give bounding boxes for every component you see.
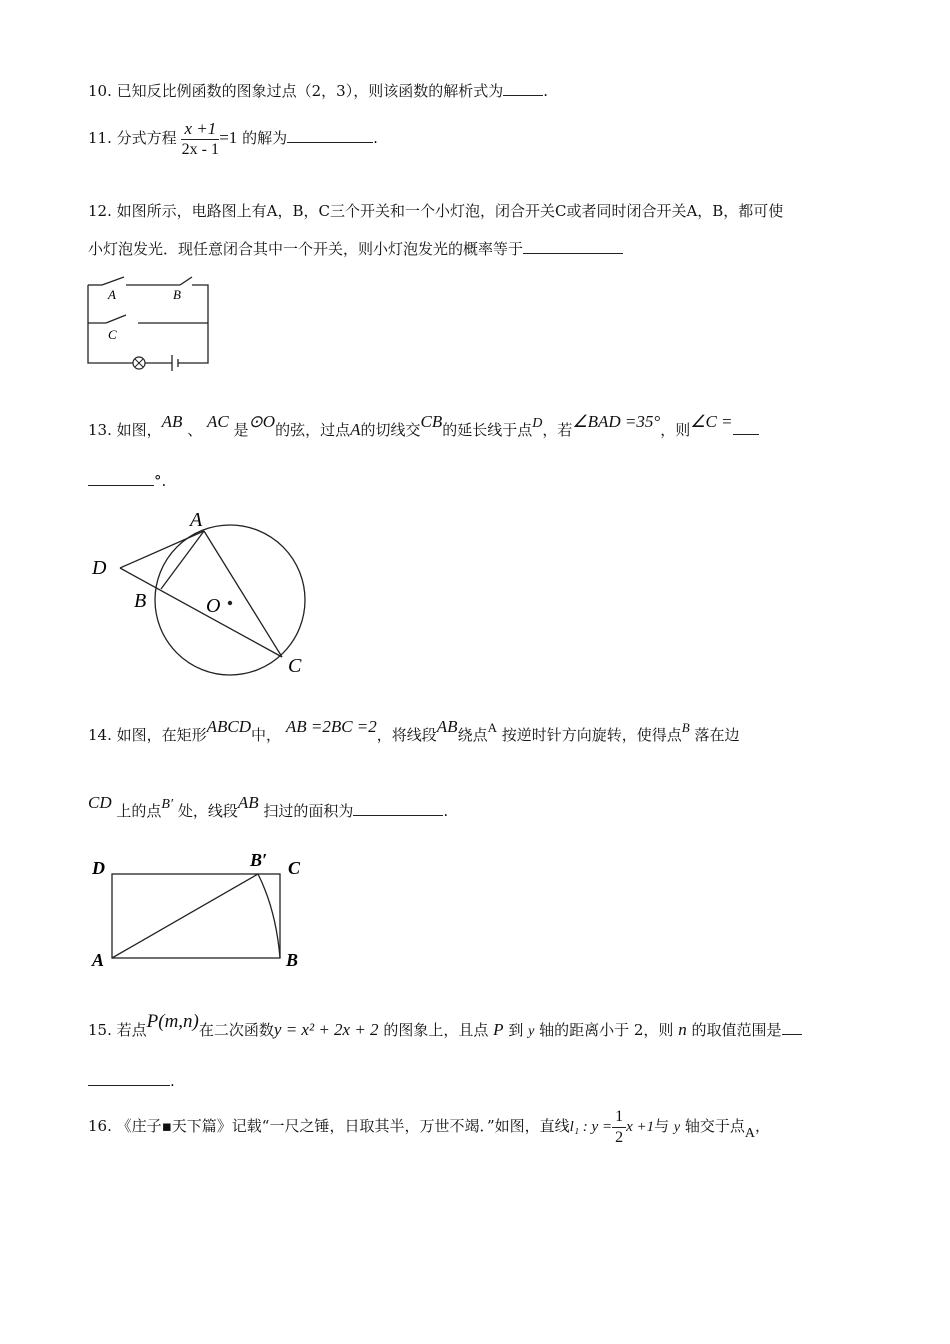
point-d-label: D <box>92 557 107 579</box>
q16-t3: 轴交于点 <box>684 1117 745 1135</box>
q14-t7: 上的点 <box>116 802 162 820</box>
q14-t3: ，将线段 <box>376 726 437 744</box>
q14-t6: 落在边 <box>694 726 740 744</box>
q12-answer-blank[interactable] <box>523 239 623 254</box>
q14-ab: AB <box>436 717 458 736</box>
q13-t1: 如图， <box>116 421 162 439</box>
q11-answer-blank[interactable] <box>287 128 373 143</box>
question-14-line1 <box>88 712 740 759</box>
q15-t4: 到 <box>508 1021 524 1039</box>
secant-dc <box>120 568 282 657</box>
q11-number: 11. <box>88 129 112 147</box>
q13-t4: 的弦，过点 <box>275 421 351 439</box>
q15-t1: 若点 <box>116 1021 147 1039</box>
q13-number: 13. <box>88 421 112 439</box>
q13-ab: AB <box>161 412 183 431</box>
question-12-line2 <box>88 238 623 260</box>
q14-b: B <box>681 720 690 735</box>
circuit-right-wire <box>178 285 208 363</box>
q13-cb: CB <box>420 412 443 431</box>
q10-answer-blank[interactable] <box>503 81 543 96</box>
rect-a-label: A <box>92 950 105 970</box>
q14-t2: 中， <box>251 726 282 744</box>
q16-t1: 《庄子▪天下篇》记载“一尺之锤，日取其半，万世不竭．”如图，直线 <box>116 1117 570 1135</box>
point-c-label: C <box>288 655 302 677</box>
rectangle-abcd <box>112 874 280 958</box>
q11-end: . <box>373 129 378 147</box>
q15-t6: 的取值范围是 <box>691 1021 782 1039</box>
question-13-line1 <box>88 410 759 452</box>
q11-numerator: x +1 <box>181 119 219 140</box>
q14-number: 14. <box>88 726 112 744</box>
tangent-da <box>120 531 204 568</box>
q14-eq: AB =2BC =2 <box>285 717 377 736</box>
q16-l1: l₁ : y = <box>569 1119 613 1135</box>
switch-c-blade <box>106 315 126 323</box>
q10-number: 10. <box>88 82 112 100</box>
q11-prefix: 分式方程 <box>116 129 177 147</box>
q16-number: 16. <box>88 1117 112 1135</box>
q13-angle-c: ∠C = <box>690 412 733 431</box>
q11-fraction <box>181 119 219 160</box>
q14-abcd: ABCD <box>206 717 252 736</box>
switch-a-blade <box>102 277 124 285</box>
q13-t3: 是 <box>233 421 249 439</box>
question-12-line1 <box>88 200 783 222</box>
question-11 <box>88 116 378 160</box>
q16-frac-num: 1 <box>612 1107 626 1128</box>
q13-angle: ∠BAD =35° <box>572 412 661 431</box>
q14-t9: 扫过的面积为 <box>263 802 354 820</box>
q13-t2: 、 <box>187 421 203 439</box>
q14-cd: CD <box>88 793 112 812</box>
q13-d: D <box>532 416 543 431</box>
rect-c-label: C <box>288 858 301 878</box>
q15-t5: 轴的距离小于 2，则 <box>539 1021 674 1039</box>
switch-a-label: A <box>108 287 116 302</box>
q15-p: P(m,n) <box>146 1011 199 1032</box>
question-14-line2 <box>88 788 448 836</box>
q14-a: A <box>487 720 497 735</box>
q15-answer-blank-b[interactable] <box>88 1071 170 1086</box>
q14-ab2: AB <box>237 793 259 812</box>
q15-end: . <box>170 1072 175 1090</box>
q11-suffix: 的解为 <box>242 129 288 147</box>
question-16 <box>88 1102 770 1152</box>
chord-ac <box>204 531 282 657</box>
q14-answer-blank[interactable] <box>353 801 443 816</box>
center-point <box>228 601 232 605</box>
q13-t6: 的延长线于点 <box>442 421 533 439</box>
q14-bp: B′ <box>161 797 174 812</box>
question-13-line2 <box>88 470 166 492</box>
q13-answer-blank-b[interactable] <box>88 471 154 486</box>
q15-answer-blank-a[interactable] <box>782 1020 802 1035</box>
rect-b-label: B <box>286 950 299 970</box>
q16-rest: x +1 <box>626 1119 655 1135</box>
q15-t2: 在二次函数 <box>198 1021 274 1039</box>
point-b-label: B <box>134 590 147 612</box>
q15-t3: 的图象上，且点 <box>383 1021 489 1039</box>
q15-func: y = x² + 2x + 2 <box>273 1020 379 1039</box>
q16-y: y <box>673 1120 681 1135</box>
q13-t5: 的切线交 <box>360 421 421 439</box>
q16-frac-den: 2 <box>615 1128 624 1146</box>
point-o-label: O <box>206 595 221 617</box>
q16-end: ， <box>755 1117 771 1135</box>
q14-t4: 绕点 <box>457 726 488 744</box>
q14-end: . <box>443 802 449 820</box>
q15-n: n <box>678 1020 687 1039</box>
chord-ab <box>161 531 204 589</box>
point-a-label: A <box>190 509 203 531</box>
q12-line2: 小灯泡发光．现任意闭合其中一个开关，则小灯泡发光的概率等于 <box>88 240 524 258</box>
question-15-line2 <box>88 1070 175 1092</box>
segment-ab-prime <box>112 874 258 958</box>
question-10 <box>88 80 548 102</box>
q13-answer-blank-a[interactable] <box>733 420 759 435</box>
q12-number: 12. <box>88 202 112 220</box>
circuit-diagram <box>80 275 220 375</box>
q16-fraction <box>612 1107 626 1148</box>
q10-text: 已知反比例函数的图象过点（2，3），则该函数的解析式为 <box>116 82 504 100</box>
q10-end: . <box>543 82 549 100</box>
q16-t2: 与 <box>654 1117 670 1135</box>
q15-number: 15. <box>88 1021 112 1039</box>
question-15-line1 <box>88 1010 802 1052</box>
q13-t8: ，则 <box>660 421 691 439</box>
circle-diagram <box>86 500 326 690</box>
switch-b-blade <box>180 277 192 285</box>
rect-d-label: D <box>92 858 105 878</box>
q13-t7: ，若 <box>542 421 573 439</box>
q15-y: y <box>528 1024 535 1039</box>
rect-bprime-label: B′ <box>250 850 268 870</box>
q15-p2: P <box>493 1020 504 1039</box>
q13-circle: ⊙O <box>248 412 276 431</box>
q13-a: A <box>350 420 361 439</box>
q12-line1: 如图所示，电路图上有A，B，C三个开关和一个小灯泡，闭合开关C或者同时闭合开关A，B，都可使 <box>116 202 784 220</box>
rotation-arc <box>258 874 280 958</box>
q11-denominator: 2x - 1 <box>181 140 219 158</box>
q13-ac: AC <box>207 412 229 431</box>
q13-end: °. <box>154 472 167 490</box>
rectangle-diagram <box>88 848 318 972</box>
switch-c-label: C <box>108 327 117 342</box>
q14-t5: 按逆时针方向旋转，使得点 <box>501 726 682 744</box>
q16-a: A <box>744 1126 756 1141</box>
q14-t8: 处，线段 <box>177 802 238 820</box>
q14-t1: 如图，在矩形 <box>116 726 207 744</box>
switch-b-label: B <box>173 287 181 302</box>
q11-eq: =1 <box>219 128 238 147</box>
